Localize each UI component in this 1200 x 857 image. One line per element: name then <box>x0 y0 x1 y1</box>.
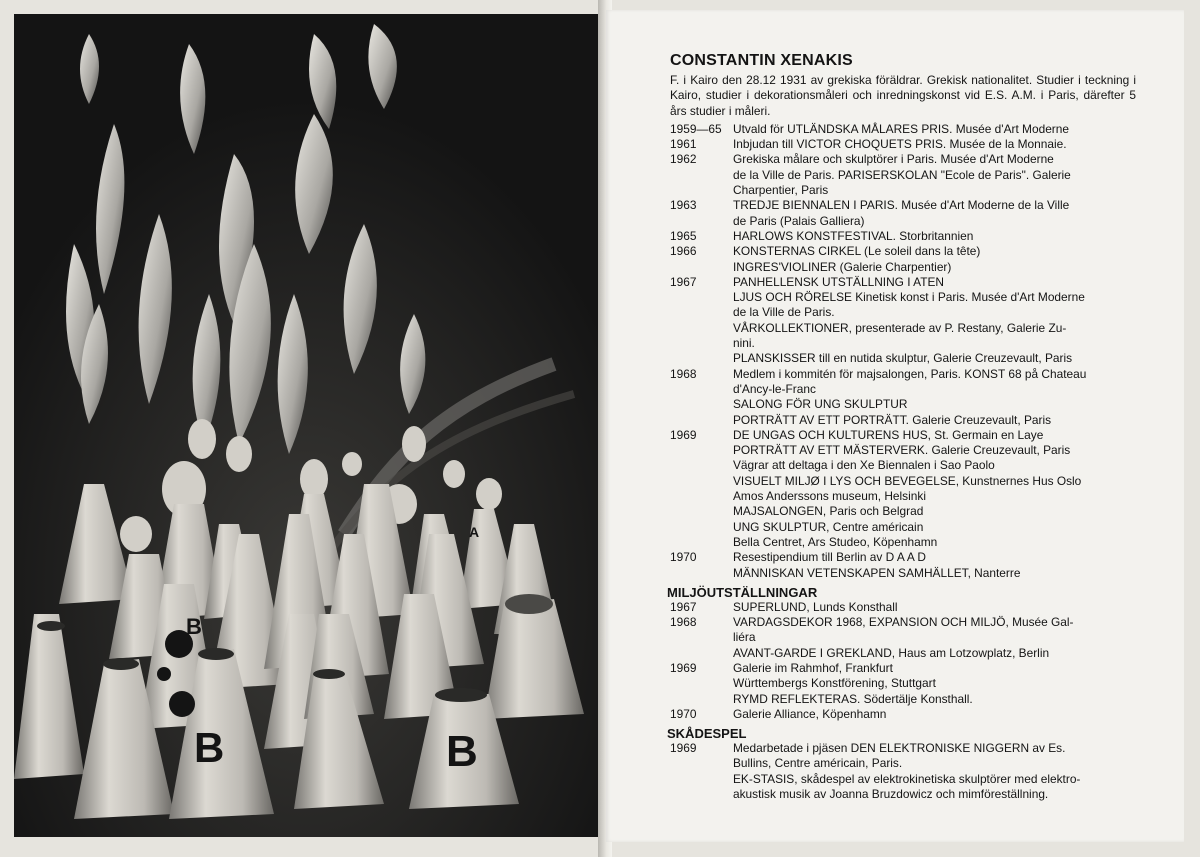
entry-text: Württembergs Konstförening, Stuttgart <box>733 676 936 691</box>
year-spacer <box>670 413 733 428</box>
entry-year: 1969 <box>670 741 697 756</box>
year-spacer <box>670 535 733 550</box>
year-spacer <box>670 260 733 275</box>
year-spacer <box>670 504 733 519</box>
timeline-row <box>670 413 1136 428</box>
timeline-row <box>670 428 1136 443</box>
timeline-row <box>670 367 1136 382</box>
entry-text: de Paris (Palais Galliera) <box>733 213 865 228</box>
entry-text: Bella Centret, Ars Studeo, Köpenhamn <box>733 534 938 549</box>
timeline-row <box>670 474 1136 489</box>
timeline-row <box>670 336 1136 351</box>
entry-text: PLANSKISSER till en nutida skulptur, Galerie Creuzevault, Paris <box>733 351 1073 366</box>
timeline-row <box>670 489 1136 504</box>
year-spacer <box>670 290 733 305</box>
entry-year: 1968 <box>670 366 697 381</box>
timeline-row <box>670 458 1136 473</box>
year-spacer <box>670 566 733 581</box>
entry-year: 1968 <box>670 615 697 630</box>
timeline-row <box>670 443 1136 458</box>
timeline-row <box>670 351 1136 366</box>
year-spacer <box>670 183 733 198</box>
year-spacer <box>670 305 733 320</box>
timeline-row <box>670 692 1136 707</box>
timeline-row <box>670 615 1136 630</box>
year-spacer <box>670 756 733 771</box>
year-spacer <box>670 692 733 707</box>
timeline-row <box>670 676 1136 691</box>
entry-text: Resestipendium till Berlin av D A A D <box>733 550 926 565</box>
biography <box>667 52 1136 802</box>
timeline-row <box>670 397 1136 412</box>
entry-text: DE UNGAS OCH KULTURENS HUS, St. Germain en Laye <box>733 427 1044 442</box>
timeline-row <box>670 183 1136 198</box>
cone-label-b-3: B <box>186 614 202 639</box>
entry-text: SUPERLUND, Lunds Konsthall <box>733 599 898 614</box>
section-heading-theatre: SKÅDESPEL <box>667 726 747 742</box>
theatre-list <box>670 741 1136 802</box>
artist-name: CONSTANTIN XENAKIS <box>670 52 853 69</box>
timeline-row <box>670 566 1136 581</box>
entry-text: KONSTERNAS CIRKEL (Le soleil dans la tête) <box>733 244 981 259</box>
entry-text: Inbjudan till VICTOR CHOQUETS PRIS. Musée de la Monnaie. <box>733 137 1067 152</box>
text-page <box>606 10 1184 842</box>
entry-text: UNG SKULPTUR, Centre américain <box>733 519 924 534</box>
year-spacer <box>670 630 733 645</box>
entry-year: 1965 <box>670 228 697 243</box>
timeline-row <box>670 229 1136 244</box>
year-spacer <box>670 214 733 229</box>
year-spacer <box>670 458 733 473</box>
entry-text: INGRES'VIOLINER (Galerie Charpentier) <box>733 259 952 274</box>
year-spacer <box>670 382 733 397</box>
year-spacer <box>670 351 733 366</box>
timeline-row <box>670 260 1136 275</box>
exhibition-list <box>670 122 1136 581</box>
timeline-row <box>670 646 1136 661</box>
entry-year: 1962 <box>670 152 697 167</box>
entry-year: 1967 <box>670 599 697 614</box>
timeline-row <box>670 520 1136 535</box>
cone-label-b-1: B <box>194 724 225 771</box>
entry-text: akustisk musik av Joanna Bruzdowicz och mimföreställning. <box>733 787 1049 802</box>
timeline-row <box>670 741 1136 756</box>
year-spacer <box>670 676 733 691</box>
timeline-row <box>670 550 1136 565</box>
timeline-row <box>670 535 1136 550</box>
entry-text: AVANT-GARDE I GREKLAND, Haus am Lotzowplatz, Berlin <box>733 645 1050 660</box>
entry-text: VÅRKOLLEKTIONER, presenterade av P. Restany, Galerie Zu- <box>733 320 1067 335</box>
entry-year: 1966 <box>670 244 697 259</box>
entry-text: PANHELLENSK UTSTÄLLNING I ATEN <box>733 274 945 289</box>
entry-year: 1961 <box>670 137 697 152</box>
artist-intro: F. i Kairo den 28.12 1931 av grekiska föräldrar. Grekisk nationalitet. Studier i teckning i Kairo, studier i dekorationsmåleri och inredningskonst vid E.S. A.M. i Paris, därefter 5 års studier i måleri. <box>670 73 1136 118</box>
timeline-row <box>670 707 1136 722</box>
entry-text: HARLOWS KONSTFESTIVAL. Storbritannien <box>733 228 974 243</box>
timeline-row <box>670 137 1136 152</box>
timeline-row <box>670 321 1136 336</box>
cone-label-a: A <box>469 524 480 540</box>
entry-text: VISUELT MILJØ I LYS OCH BEVEGELSE, Kunstnernes Hus Oslo <box>733 473 1082 488</box>
entry-text: Vägrar att deltaga i den Xe Biennalen i Sao Paolo <box>733 458 995 473</box>
entry-text: RYMD REFLEKTERAS. Södertälje Konsthall. <box>733 691 973 706</box>
cone-label-b-2: B <box>446 727 478 776</box>
timeline-row <box>670 756 1136 771</box>
year-spacer <box>670 787 733 802</box>
year-spacer <box>670 520 733 535</box>
entry-text: d'Ancy-le-Franc <box>733 381 816 396</box>
entry-text: PORTRÄTT AV ETT MÄSTERVERK. Galerie Creuzevault, Paris <box>733 443 1071 458</box>
entry-text: LJUS OCH RÖRELSE Kinetisk konst i Paris. Musée d'Art Moderne <box>733 290 1085 305</box>
year-spacer <box>670 474 733 489</box>
section-heading-environments: MILJÖUTSTÄLLNINGAR <box>667 584 818 600</box>
entry-text: MÄNNISKAN VETENSKAPEN SAMHÄLLET, Nanterre <box>733 565 1021 580</box>
entry-text: VARDAGSDEKOR 1968, EXPANSION OCH MILJÖ, Musée Gal- <box>733 615 1074 630</box>
entry-year: 1963 <box>670 198 697 213</box>
entry-text: Amos Anderssons museum, Helsinki <box>733 489 926 504</box>
entry-year: 1969 <box>670 660 697 675</box>
entry-year: 1969 <box>670 427 697 442</box>
entry-text: EK-STASIS, skådespel av elektrokinetiska skulptörer med elektro- <box>733 771 1081 786</box>
timeline-row <box>670 122 1136 137</box>
entry-text: liéra <box>733 630 756 645</box>
timeline-row <box>670 630 1136 645</box>
timeline-row <box>670 168 1136 183</box>
entry-text: Galerie Alliance, Köpenhamn <box>733 706 887 721</box>
timeline-row <box>670 290 1136 305</box>
entry-text: Bullins, Centre américain, Paris. <box>733 756 903 771</box>
entry-year: 1967 <box>670 274 697 289</box>
timeline-row <box>670 305 1136 320</box>
timeline-row <box>670 382 1136 397</box>
timeline-row <box>670 214 1136 229</box>
year-spacer <box>670 772 733 787</box>
year-spacer <box>670 646 733 661</box>
entry-text: Grekiska målare och skulptörer i Paris. Musée d'Art Moderne <box>733 152 1054 167</box>
entry-text: Medlem i kommitén för majsalongen, Paris. KONST 68 på Chateau <box>733 366 1087 381</box>
photo-artwork <box>14 14 598 837</box>
timeline-row <box>670 244 1136 259</box>
environment-list <box>670 600 1136 722</box>
entry-text: TREDJE BIENNALEN I PARIS. Musée d'Art Moderne de la Ville <box>733 198 1070 213</box>
entry-text: de la Ville de Paris. <box>733 305 835 320</box>
year-spacer <box>670 489 733 504</box>
timeline-row <box>670 504 1136 519</box>
entry-text: Galerie im Rahmhof, Frankfurt <box>733 660 893 675</box>
timeline-row <box>670 787 1136 802</box>
entry-text: Charpentier, Paris <box>733 183 829 198</box>
year-spacer <box>670 336 733 351</box>
entry-text: SALONG FÖR UNG SKULPTUR <box>733 397 908 412</box>
year-spacer <box>670 443 733 458</box>
timeline-row <box>670 661 1136 676</box>
entry-text: Medarbetade i pjäsen DEN ELEKTRONISKE NIGGERN av Es. <box>733 741 1066 756</box>
timeline-row <box>670 772 1136 787</box>
timeline-row <box>670 600 1136 615</box>
entry-text: Utvald för UTLÄNDSKA MÅLARES PRIS. Musée d'Art Moderne <box>733 121 1069 136</box>
year-spacer <box>670 168 733 183</box>
timeline-row <box>670 152 1136 167</box>
entry-year: 1970 <box>670 706 697 721</box>
year-spacer <box>670 321 733 336</box>
timeline-row <box>670 198 1136 213</box>
sculpture-photograph <box>14 14 598 837</box>
entry-year: 1959—65 <box>670 121 722 136</box>
year-spacer <box>670 397 733 412</box>
timeline-row <box>670 275 1136 290</box>
entry-text: MAJSALONGEN, Paris och Belgrad <box>733 504 924 519</box>
entry-year: 1970 <box>670 550 697 565</box>
entry-text: PORTRÄTT AV ETT PORTRÄTT. Galerie Creuzevault, Paris <box>733 412 1052 427</box>
entry-text: de la Ville de Paris. PARISERSKOLAN "Ecole de Paris". Galerie <box>733 167 1071 182</box>
entry-text: nini. <box>733 336 755 351</box>
